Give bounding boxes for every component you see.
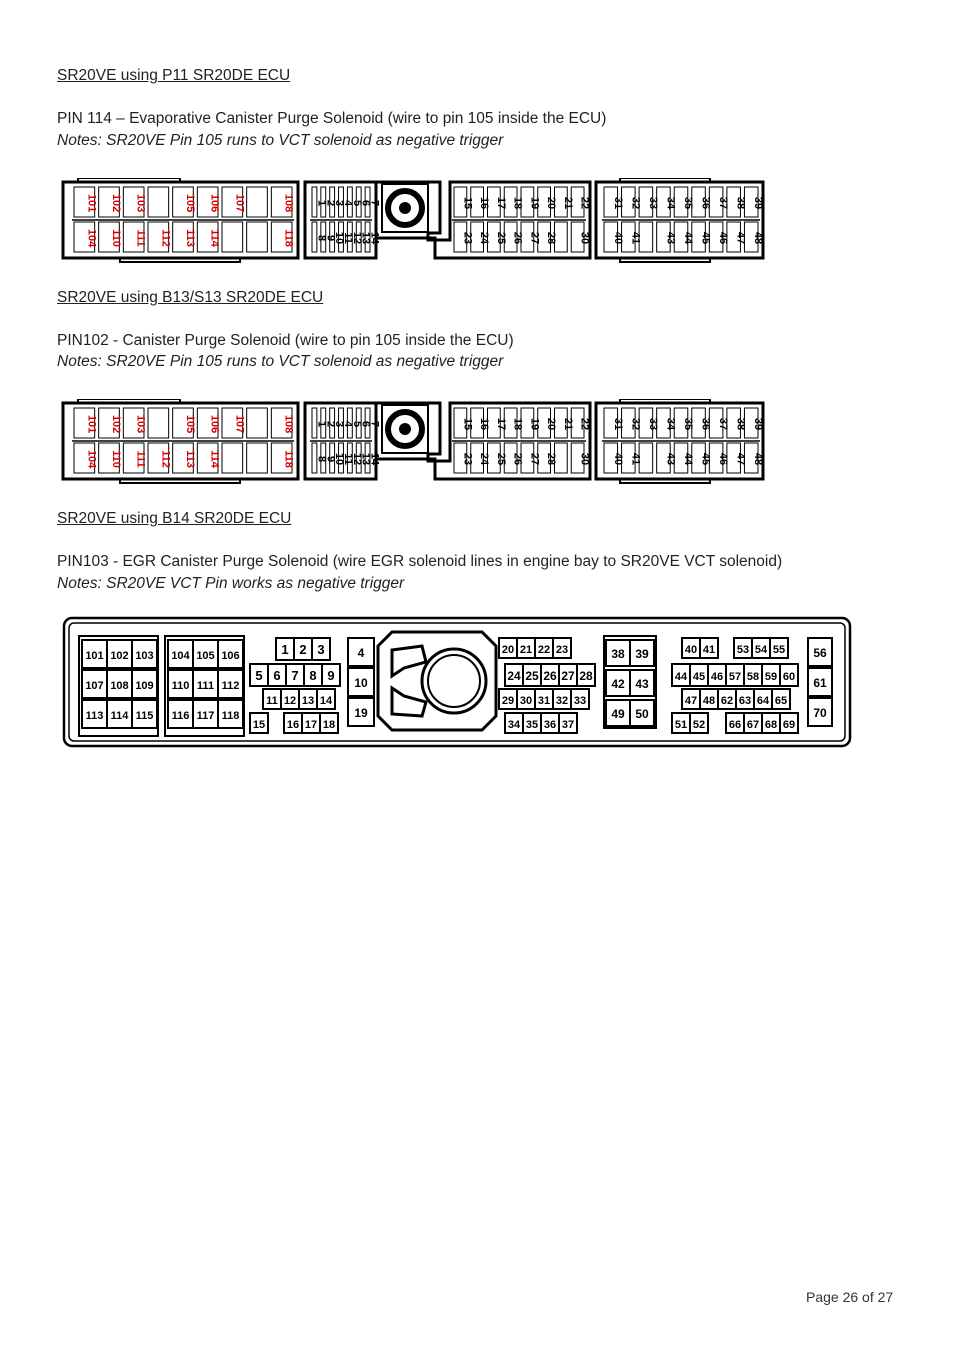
block2-pin-label: 3 [333,420,346,428]
block3-pin-label: 30 [578,231,591,245]
block3-pin-label: 22 [578,196,591,210]
block1-pin-label: 118 [282,229,295,247]
block4-pin-label: 31 [611,196,624,210]
col4-pin-label: 19 [354,706,368,720]
g2-pin-label: 28 [579,669,593,683]
g1-pin-label: 12 [283,695,297,707]
block4-pin-label: 38 [734,417,747,431]
block2-pin-label: 2 [324,420,337,428]
left1-pin-label: 109 [135,680,154,692]
block1-pin-label: 104 [85,449,98,469]
block1-pin-label: 108 [282,414,295,434]
lock-key-top [392,646,426,676]
block3-pin-label: 27 [528,452,541,466]
block2-pin-label: 4 [342,199,354,207]
g1-pin-label: 6 [273,668,281,683]
block3-pin-label: 15 [461,196,474,210]
block1-cell [247,408,268,438]
block1-pin-label: 114 [208,229,221,247]
block1-pin-label: 102 [110,193,122,213]
block2-pin-label: 14 [368,231,381,245]
block4-pin-label: 34 [664,196,677,210]
block3-pin-label: 23 [461,231,474,245]
g4-pin-label: 54 [754,644,768,656]
left1-pin-label: 102 [110,650,129,662]
block2-pin-label: 10 [333,452,346,466]
block4-pin-label: 35 [682,417,694,431]
left1-pin-label: 113 [85,710,104,722]
block4-pin-label: 41 [629,231,642,245]
g2-pin-label: 22 [537,644,551,656]
left2-pin-label: 112 [221,680,240,692]
block2-pin-label: 8 [315,234,328,242]
section-1-heading: SR20VE using P11 SR20DE ECU [57,67,291,84]
block4-pin-label: 40 [611,231,624,245]
block1-pin-label: 105 [184,414,196,434]
g1-pin-label: 14 [319,695,333,707]
block4-pin-label: 46 [717,231,730,245]
g4-pin-label: 41 [702,644,716,656]
block2-pin-label: 1 [315,420,328,428]
right-pin-label: 70 [813,706,827,720]
block3-pin-label: 19 [528,417,541,431]
block2-pin-label: 12 [350,231,363,245]
g4-pin-label: 52 [692,719,706,731]
block2-pin-label: 9 [324,455,337,463]
g1-pin-label: 3 [317,642,325,657]
lock-ring-inner [428,655,480,707]
g4-pin-label: 59 [764,671,778,683]
right-pin-label: 61 [813,676,827,690]
g4-pin-label: 69 [782,719,796,731]
block1-pin-label: 106 [208,193,221,213]
block3-pin-label: 28 [545,231,558,245]
block2-pin-label: 7 [368,420,381,428]
block3-pin-label: 20 [545,417,558,431]
left1-pin-label: 101 [85,650,104,662]
block1-pin-label: 104 [85,228,98,248]
block4-pin-label: 32 [629,196,642,210]
left1-pin-label: 103 [135,650,154,662]
section-2-notes: Notes: SR20VE Pin 105 runs to VCT solenoid as negative trigger [57,353,504,370]
left2-pin-label: 110 [171,680,190,692]
block2-pin-label: 4 [342,420,354,428]
g4-pin-label: 64 [756,695,770,707]
block2-pin-label: 13 [359,231,372,245]
connector-diagram-b14 [62,616,854,750]
block2-pin-label: 2 [324,199,337,207]
g2-pin-label: 25 [525,669,539,683]
block2-pin-label: 8 [315,455,328,463]
block3-pin-label: 25 [494,452,507,466]
g2-pin-label: 32 [555,695,569,707]
block4-pin-label: 44 [682,452,694,466]
left1-pin-label: 115 [135,710,154,722]
left2-pin-label: 116 [171,710,190,722]
g4-pin-label: 45 [692,671,706,683]
left2-pin-label: 117 [196,710,215,722]
left1-pin-label: 107 [85,680,104,692]
section-2-heading: SR20VE using B13/S13 SR20DE ECU [57,289,324,306]
block4-pin-label: 31 [611,417,624,431]
g4-pin-label: 47 [684,695,698,707]
block2-pin-label: 5 [350,420,363,428]
g2-pin-label: 34 [507,719,521,731]
block3-pin-label: 19 [528,196,541,210]
block3-pin-label: 21 [561,196,574,210]
block1-pin-label: 111 [134,450,147,468]
block1-pin-label: 103 [134,414,147,434]
block4-pin-label: 48 [752,452,765,466]
block4-pin-label: 46 [717,452,730,466]
lock-key-bottom [392,688,426,716]
block1-pin-label: 101 [85,414,98,434]
g4-pin-label: 44 [674,671,688,683]
block2-pin-label: 6 [359,199,372,207]
block2-pin-label: 5 [350,199,363,207]
g4-pin-label: 55 [772,644,786,656]
g1-pin-label: 7 [291,668,299,683]
g4-pin-label: 48 [702,695,716,707]
g2-pin-label: 26 [543,669,557,683]
block2-pin-label: 11 [342,232,354,244]
block3-pin-label: 15 [461,417,474,431]
block3-pin-label: 17 [494,196,507,210]
block2-pin-label: 7 [368,199,381,207]
block3-pin-label: 18 [511,417,524,431]
block1-pin-label: 110 [110,229,122,247]
g4-pin-label: 67 [746,719,760,731]
g2-pin-label: 20 [501,644,515,656]
block4-pin-label: 34 [664,417,677,431]
block3-pin-label: 16 [478,417,491,431]
g2-pin-label: 21 [519,644,533,656]
section-2-pin-line: PIN102 - Canister Purge Solenoid (wire to pin 105 inside the ECU) [57,332,514,349]
block4-pin-label: 43 [664,452,677,466]
block1-cell [247,187,268,217]
g2-pin-label: 29 [501,695,515,707]
block1-cell [148,187,169,217]
block3-pin-label: 26 [511,452,524,466]
g4-pin-label: 62 [720,695,734,707]
g1-pin-label: 11 [266,695,278,707]
block4-pin-label: 37 [717,417,730,431]
g3-pin-label: 49 [611,707,625,721]
g2-pin-label: 23 [555,644,569,656]
block3-pin-label: 30 [578,452,591,466]
block1-pin-label: 118 [282,450,295,468]
col4-pin-label: 4 [357,646,365,660]
block4-pin-label: 47 [734,452,747,466]
block2-pin-label: 14 [368,452,381,466]
block4-pin-label: 38 [734,196,747,210]
block4-pin-label: 36 [699,196,712,210]
section-3-pin-line: PIN103 - EGR Canister Purge Solenoid (wire EGR solenoid lines in engine bay to SR20VE VCT solenoid) [57,553,783,570]
g1-pin-label: 1 [281,642,289,657]
block4-pin-label: 39 [752,196,765,210]
block4-pin-label: 40 [611,452,624,466]
g1-pin-label: 2 [299,642,307,657]
g1-pin-label: 17 [304,719,318,731]
block1-pin-label: 103 [134,193,147,213]
block4-pin-label: 47 [734,231,747,245]
block4-pin-label: 45 [699,452,712,466]
block1-pin-label: 113 [184,229,196,247]
g2-pin-label: 35 [525,719,539,731]
g3-pin-label: 50 [635,707,649,721]
block3-pin-label: 22 [578,417,591,431]
block1-pin-label: 112 [159,450,172,468]
block1-pin-label: 110 [110,450,122,468]
block3-pin-label: 18 [511,196,524,210]
block3-pin-label: 27 [528,231,541,245]
g4-pin-label: 58 [746,671,760,683]
block4-pin-label: 36 [699,417,712,431]
left2-pin-label: 105 [196,650,215,662]
block4-pin-label: 43 [664,231,677,245]
left2-pin-label: 111 [196,680,215,692]
block4-pin-label: 32 [629,417,642,431]
section-1-pin-line: PIN 114 – Evaporative Canister Purge Solenoid (wire to pin 105 inside the ECU) [57,110,607,127]
left2-pin-label: 104 [171,650,190,662]
lock-hub [399,202,411,214]
g2-pin-label: 27 [561,669,575,683]
right-pin-label: 56 [813,646,827,660]
block1-pin-label: 105 [184,193,196,213]
block3-pin-label: 16 [478,196,491,210]
block1-pin-label: 113 [184,450,196,468]
block2-pin-label: 13 [359,452,372,466]
g4-pin-label: 60 [782,671,796,683]
section-3-heading: SR20VE using B14 SR20DE ECU [57,510,292,527]
block1-pin-label: 107 [233,414,246,434]
block3-pin-label: 26 [511,231,524,245]
g2-pin-label: 31 [537,695,551,707]
g3-pin-label: 39 [635,647,649,661]
block4-pin-label: 33 [646,417,659,431]
left2-pin-label: 106 [221,650,240,662]
g4-pin-label: 68 [764,719,778,731]
block1-pin-label: 106 [208,414,221,434]
g2-pin-label: 36 [543,719,557,731]
block1-cell [247,222,268,252]
col4-pin-label: 10 [354,676,368,690]
block3-pin-label: 21 [561,417,574,431]
section-1-notes: Notes: SR20VE Pin 105 runs to VCT solenoid as negative trigger [57,132,504,149]
block2-pin-label: 11 [342,453,354,465]
g3-pin-label: 42 [611,677,625,691]
block1-cell [222,443,243,473]
block3-pin-label: 24 [478,452,491,466]
block3-pin-label: 23 [461,452,474,466]
block1-pin-label: 114 [208,450,221,468]
g2-pin-label: 33 [573,695,587,707]
g1-pin-label: 5 [255,668,263,683]
block4-pin-label: 39 [752,417,765,431]
block2-pin-label: 6 [359,420,372,428]
g4-pin-label: 53 [736,644,750,656]
block1-cell [148,408,169,438]
block3-pin-label: 24 [478,231,491,245]
g3-pin-label: 38 [611,647,625,661]
block3-pin-label: 20 [545,196,558,210]
g1-pin-label: 8 [309,668,317,683]
block3-pin-label: 28 [545,452,558,466]
block3-pin-label: 25 [494,231,507,245]
block1-pin-label: 111 [134,229,147,247]
block4-pin-label: 48 [752,231,765,245]
block2-pin-label: 1 [315,199,328,207]
block2-pin-label: 3 [333,199,346,207]
block4-pin-label: 33 [646,196,659,210]
g1-pin-label: 16 [286,719,300,731]
block1-pin-label: 107 [233,193,246,213]
left1-pin-label: 114 [110,710,129,722]
block2-pin-label: 12 [350,452,363,466]
left1-pin-label: 108 [110,680,129,692]
g1-pin-label: 13 [301,695,315,707]
lock-ring-outer [422,649,486,713]
block1-pin-label: 108 [282,193,295,213]
block1-pin-label: 112 [159,229,172,247]
connector-diagram-2 [60,399,766,485]
page-footer: Page 26 of 27 [806,1289,894,1305]
g1-pin-label: 9 [327,668,335,683]
block1-cell [222,222,243,252]
block2-pin-label: 9 [324,234,337,242]
block4-pin-label: 41 [629,452,642,466]
block4-pin-label: 37 [717,196,730,210]
block4-pin-label: 35 [682,196,694,210]
g4-pin-label: 66 [728,719,742,731]
block4-pin-label: 44 [682,231,694,245]
connector-diagram-1 [60,178,766,264]
lock-hub [399,423,411,435]
g4-pin-label: 46 [710,671,724,683]
block1-cell [247,443,268,473]
g4-pin-label: 65 [774,695,788,707]
section-3-notes: Notes: SR20VE VCT Pin works as negative trigger [57,575,405,592]
g2-pin-label: 37 [561,719,575,731]
block1-pin-label: 101 [85,193,98,213]
g3-pin-label: 43 [635,677,649,691]
g2-pin-label: 24 [507,669,521,683]
g4-pin-label: 57 [728,671,742,683]
g4-pin-label: 63 [738,695,752,707]
g4-pin-label: 51 [674,719,688,731]
g4-pin-label: 40 [684,644,698,656]
block4-pin-label: 45 [699,231,712,245]
block1-pin-label: 102 [110,414,122,434]
left2-pin-label: 118 [221,710,240,722]
block2-pin-label: 10 [333,231,346,245]
g1-pin-label: 15 [252,719,266,731]
block3-pin-label: 17 [494,417,507,431]
g1-pin-label: 18 [322,719,336,731]
g2-pin-label: 30 [519,695,533,707]
